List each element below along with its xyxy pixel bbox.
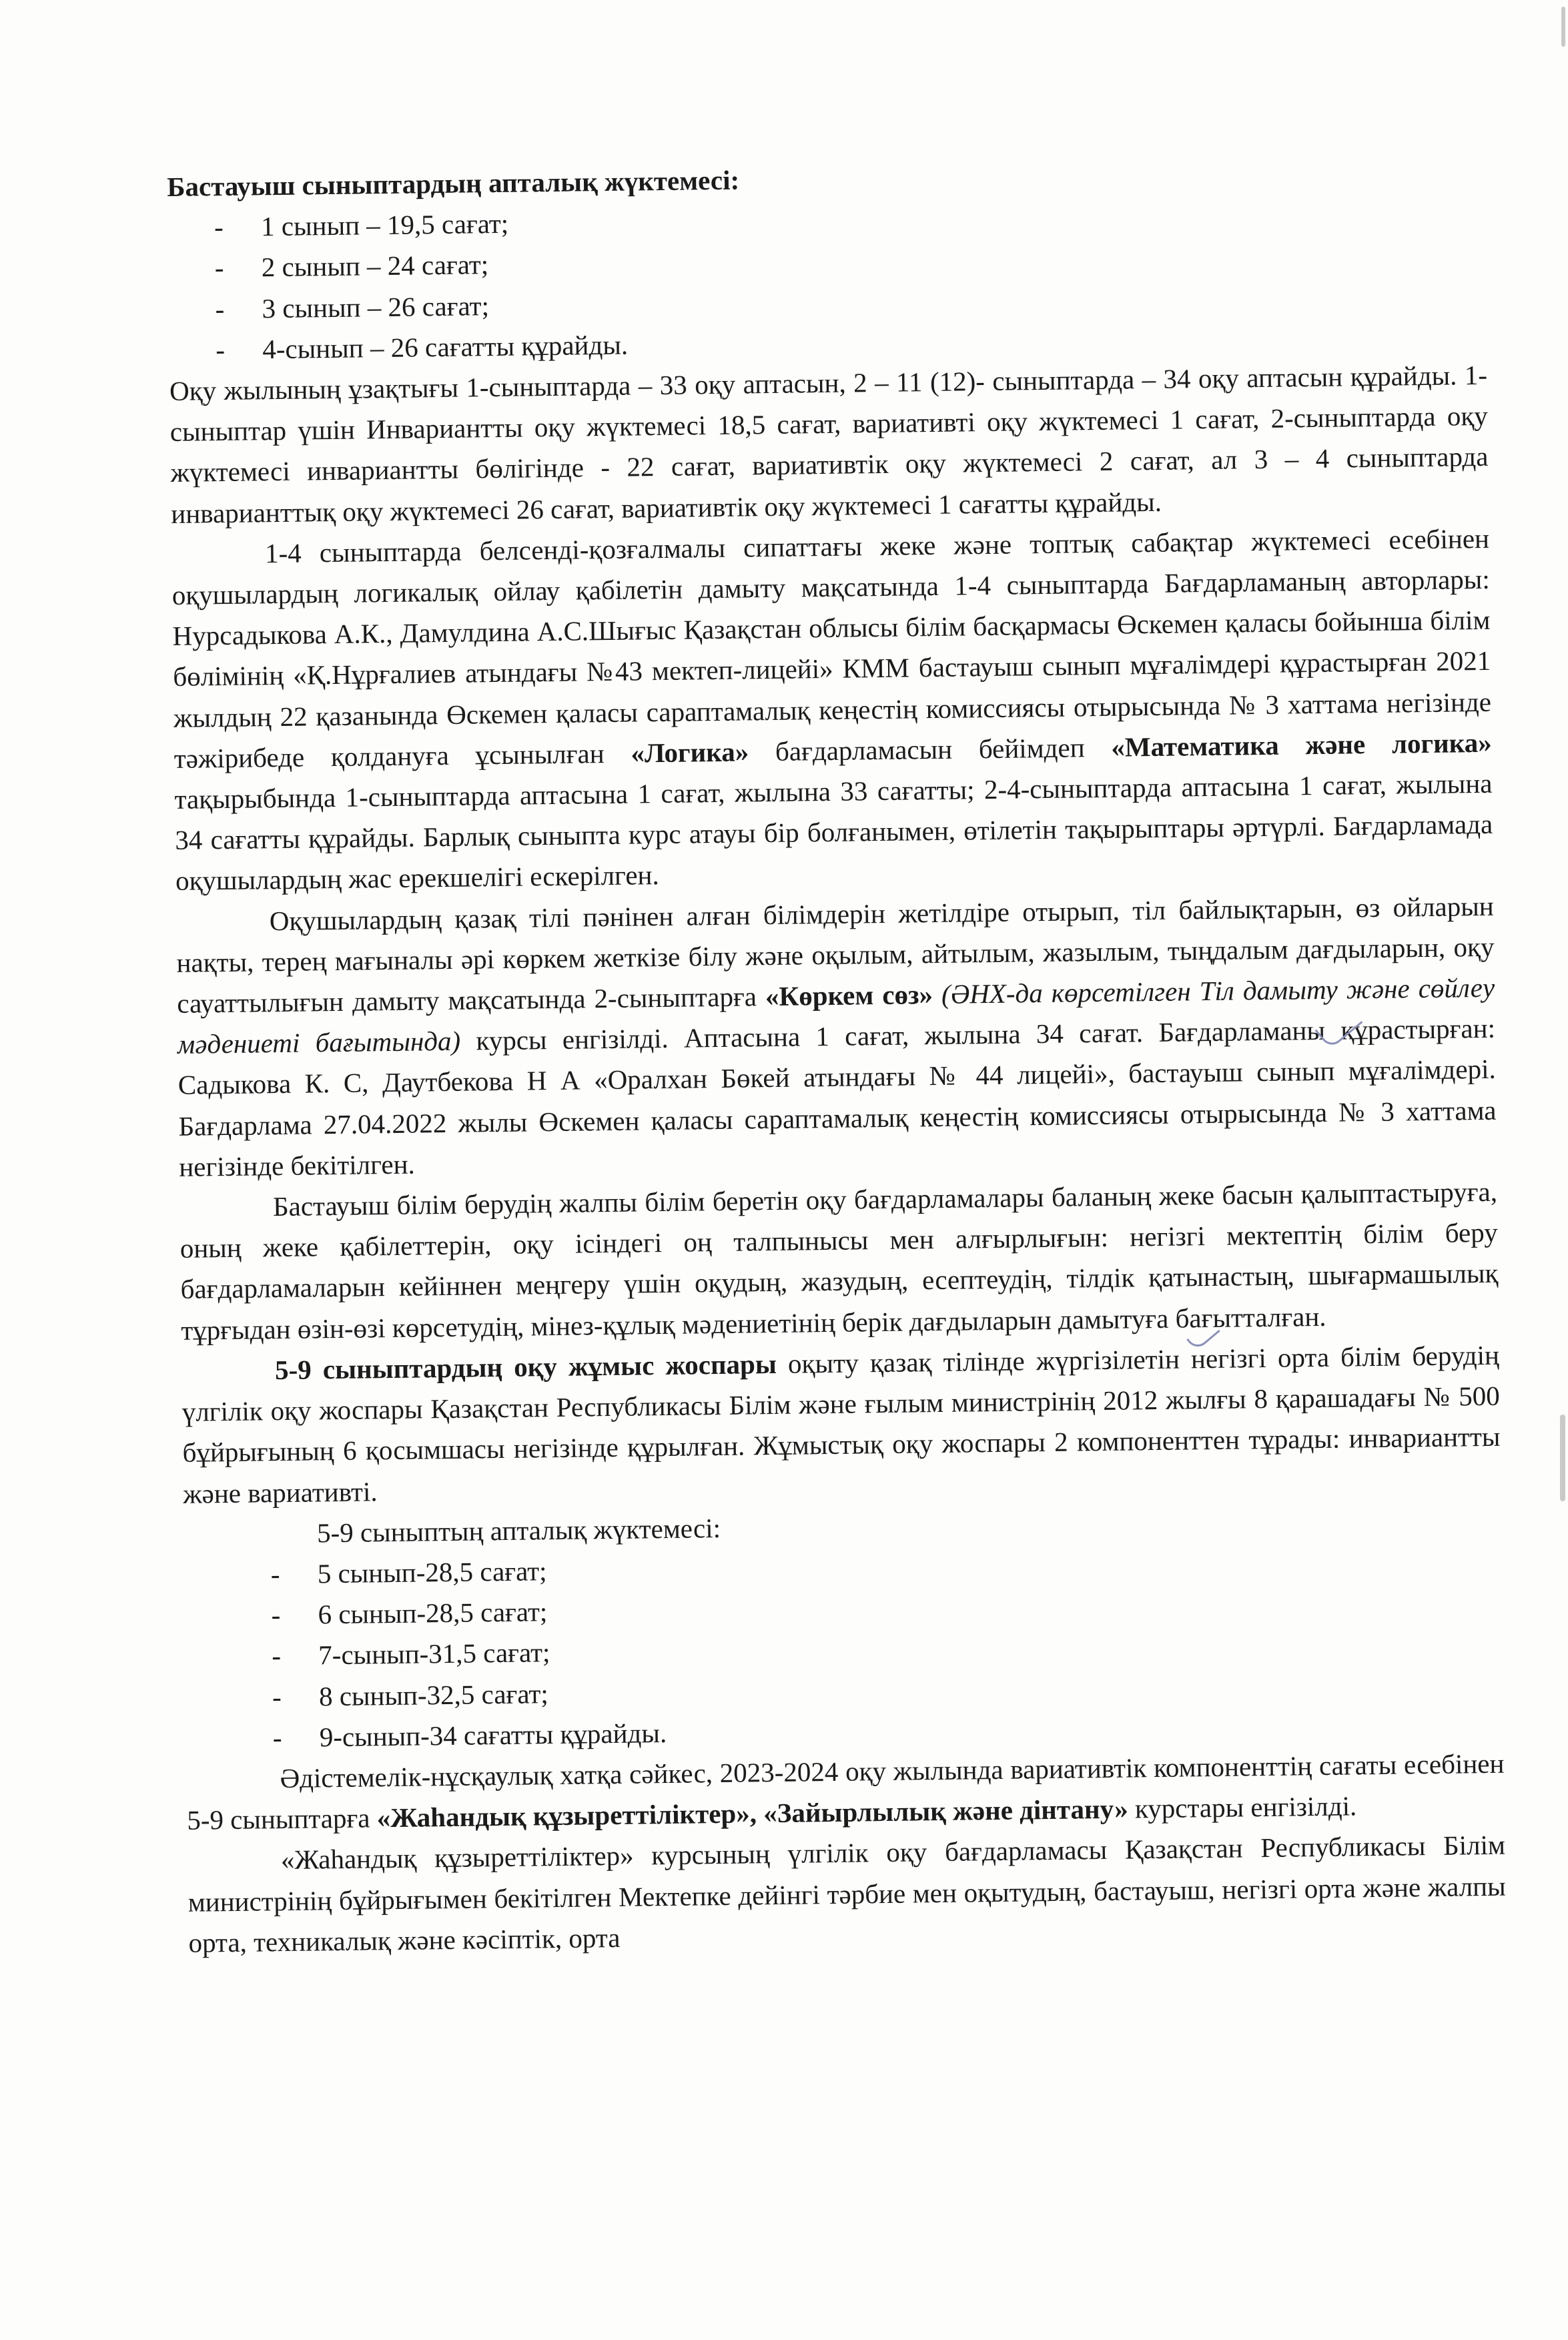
paragraph-year-length: Оқу жылының ұзақтығы 1-сыныптарда – 33 оқу аптасын, 2 – 11 (12)- сыныптарда – 34 оқу аптасын құрайды. 1-сыныптар үшін Инвариантты оқу жүктемесі 18,5 сағат, вариативті оқу жүктемесі 1 сағат, 2-сыныптарда оқу жүктемесі инвариантты бөлігінде - 22 сағат, вариативтік оқу жүктемесі 2 сағат, ал 3 – 4 сыныптарда инварианттық оқу жүктемесі 26 сағат, вариативтік оқу жүктемесі 1 сағатты құрайды. [169,359,1489,529]
list-item: - 7-сынып-31,5 сағат; [225,1621,1503,1677]
bold-run: «Жаһандық құзыреттіліктер» [376,1798,750,1834]
paragraph-korkem-soz [175,885,1497,1188]
list-item: - 6 сынып-28,5 сағат; [224,1580,1503,1637]
bold-run: «Көркем сөз» [765,979,933,1012]
text-run: 1-4 сыныптарда белсенді-қозғалмалы сипаттағы жеке және топтық сабақтар жүктемесі есебінен оқушылардың логикалық ойлау қабілетін дамыту мақсатында 1-4 сыныптарда Бағдарламаның авторлары: Нурсадыкова А.К., Дамулдина А.С.Шығыс Қазақстан облысы білім басқармасы Өскемен қаласы бойынша білім бөлімінің «Қ.Нұрғалиев атындағы №43 мектеп-лицейі» КММ бастауыш сынып мұғалімдері құрастырған 2021 жылдың 22 қазанында Өскемен қаласы сараптамалық кеңестің комиссиясы отырысында № 3 хаттама негізінде тәжірибеде қолдануға ұсынылған [171,522,1492,774]
primary-load-heading: Бастауыш сыныптардың апталық жүктемесі: [167,164,740,202]
paragraph-5-9-plan [181,1335,1501,1515]
italic-run: (ӘНХ-да көрсетілген Тіл дамыту және сөйлеу мәдениеті бағытында) [177,971,1495,1060]
text-run: , [749,1798,764,1829]
text-run: тақырыбында 1-сыныптарда аптасына 1 сағат, жылына 33 сағатты; 2-4-сыныптарда аптасына 1 сағат, жылына 34 сағатты құрайды. Барлық сыныпта курс атауы бір болғанымен, өтілетін тақырыптары әртүрлі. Бағдарламада оқушылардың жас ерекшелігі ескерілген. [174,767,1493,897]
list-item: - 3 сынып – 26 сағат; [168,273,1487,330]
list-item: - 4-сынып – 26 сағатты құрайды. [169,314,1487,371]
bold-run: «Математика және логика» [1111,727,1492,763]
text-run: Әдістемелік-нұсқаулық хатқа сәйкес, 2023-2024 оқу жылында вариативтік компоненттің сағаты есебінен 5-9 сыныптарға [186,1747,1505,1836]
primary-hours-list [167,191,1487,371]
paragraph-new-courses [186,1743,1505,1842]
bold-run: 5-9 сыныптардың оқу жұмыс жоспары [274,1348,777,1386]
text-run: бағдарламасын бейімдеп [748,731,1112,767]
sub-heading-5-9-load: 5-9 сыныптың апталық жүктемесі: [316,1512,721,1549]
middle-hours-list [224,1539,1504,1759]
text-run: Оқушылардың қазақ тілі пәнінен алған білімдерін жетілдіре отырып, тіл байлықтарын, өз ойларын нақты, терең мағыналы әрі көркем жеткізе білу және оқылым, айтылым, жазылым, тыңдалым дағдыларын, оқу сауаттылығын дамыту мақсатында 2-сыныптарға [176,890,1495,1019]
text-run: курсы енгізілді. Аптасына 1 сағат, жылына 34 сағат. Бағдарламаны құрастырған: Садыкова К. С, Даутбекова Н А «Оралхан Бөкей атындағы № 44 лицейі», бастауыш сынып мұғалімдері. Бағдарлама 27.04.2022 жылы Өскемен қаласы сараптамалық кеңестің комиссиясы отырысында № 3 хаттама негізінде бекітілген. [177,1013,1497,1182]
list-item: - 5 сынып-28,5 сағат; [224,1539,1502,1596]
bold-run: «Зайырлылық және дінтану» [763,1793,1128,1829]
list-item: - 2 сынып – 24 сағат; [167,232,1486,289]
list-item: - 9-сынып-34 сағатты құрайды. [226,1702,1504,1759]
text-run: курстары енгізілді. [1128,1790,1357,1824]
scan-edge-mark [1561,7,1565,47]
paragraph-primary-programs: Бастауыш білім берудің жалпы білім беретін оқу бағдарламалары баланың жеке басын қалыптастыруға, оның жеке қабілеттерін, оқу ісіндегі оң талпынысы мен алғырлығын: негізгі мектептің білім беру бағдарламаларын кейіннен меңгеру үшін оқудың, жазудың, есептеудің, тілдік қатынастың, шығармашылық тұрғыдан өзін-өзі көрсетудің, мінез-құлық мәдениетінің берік дағдыларын дамытуға бағытталған. [179,1176,1499,1346]
paragraph-global-competences: «Жаһандық құзыреттіліктер» курсының үлгілік оқу бағдарламасы Қазақстан Республикасы Білім министрінің бұйрығымен бекітілген Мектепке дейінгі тәрбие мен оқытудың, бастауыш, негізгі орта және жалпы орта, техникалық және кәсіптік, орта [187,1830,1506,1958]
bold-run: «Логика» [631,736,749,769]
scan-edge-mark [1560,1415,1565,1501]
list-item: - 1 сынып – 19,5 сағат; [167,191,1486,248]
text-run: оқыту қазақ тілінде жүргізілетін негізгі орта білім берудің үлгілік оқу жоспары Қазақстан Республикасы Білім және ғылым министрінің 2012 жылғы 8 қарашадағы № 500 бұйрығының 6 қосымшасы негізінде құрылған. Жұмыстық оқу жоспары 2 компоненттен тұрады: инвариантты және вариативті. [181,1339,1501,1509]
document-body [167,151,1507,1964]
paragraph-logic-course [171,518,1494,902]
list-item: - 8 сынып-32,5 сағат; [226,1661,1504,1718]
